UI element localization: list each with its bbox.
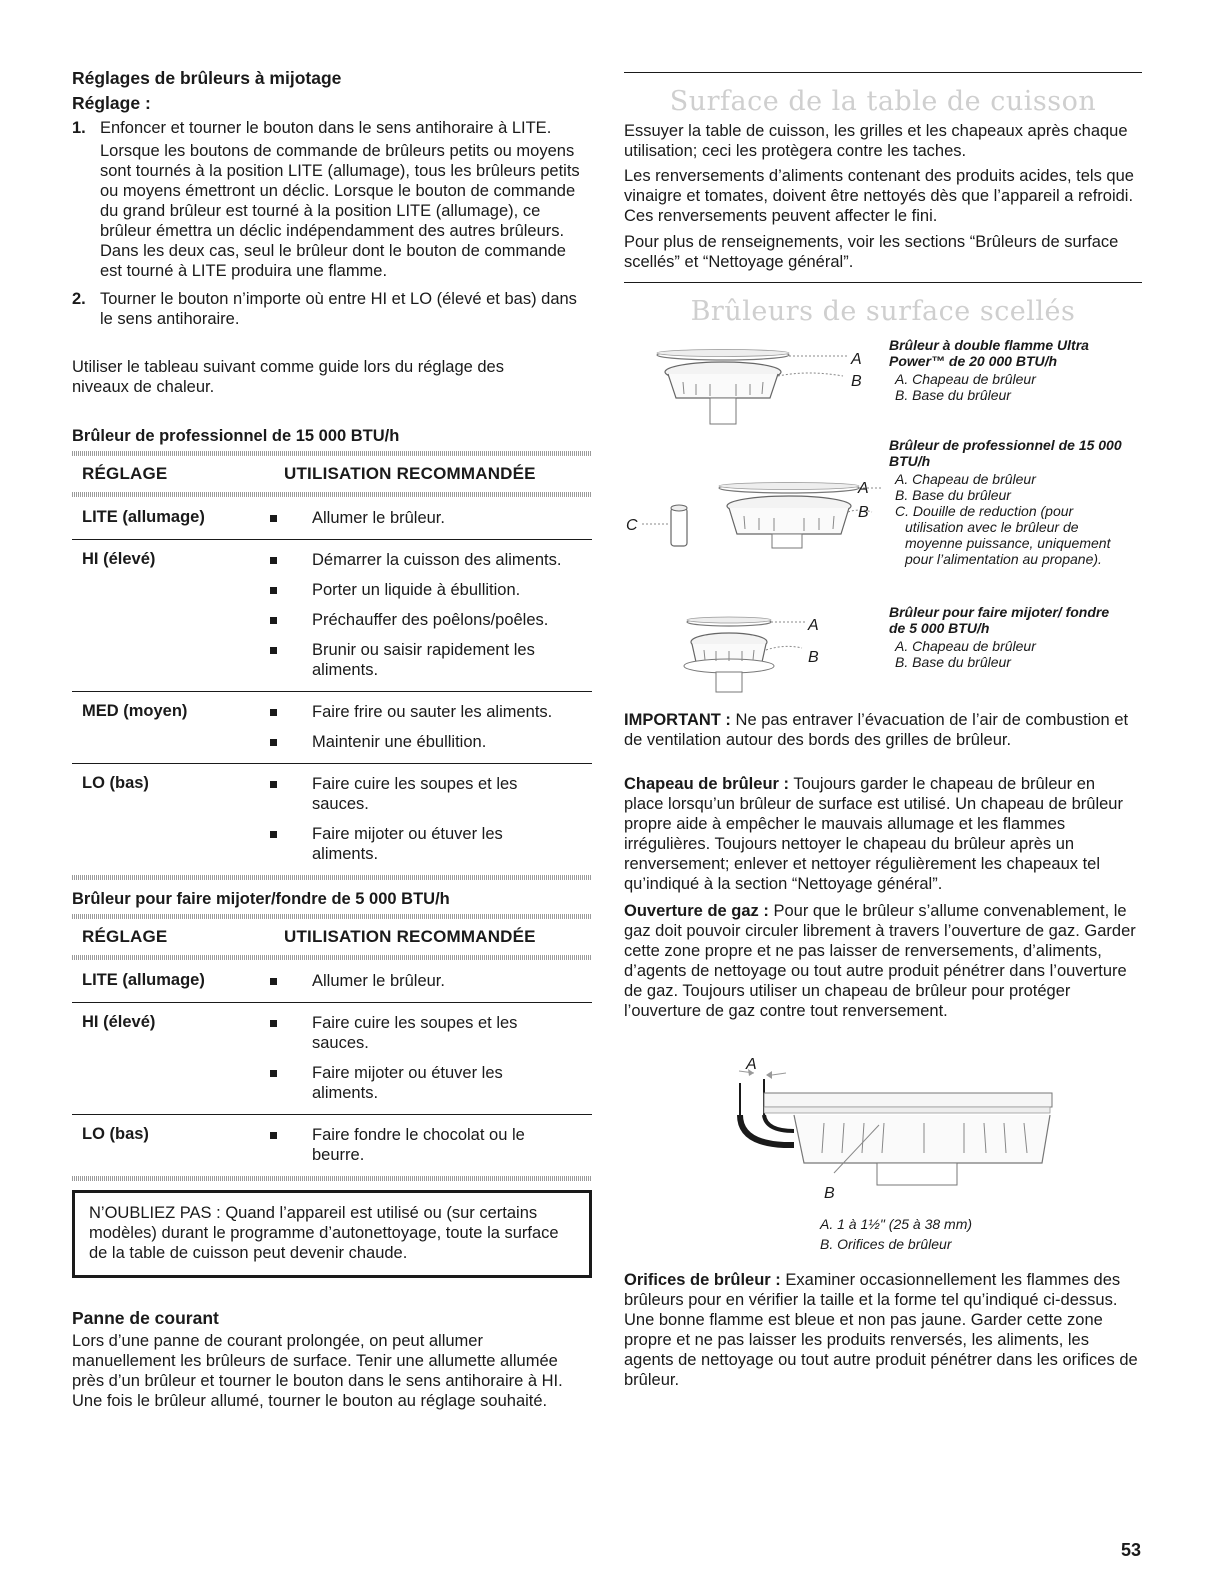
bullet-square-icon bbox=[270, 739, 277, 746]
table-intro: Utiliser le tableau suivant comme guide lors du réglage des niveaux de chaleur. bbox=[72, 358, 504, 396]
use-item: Allumer le brûleur. bbox=[270, 971, 592, 991]
section-rule bbox=[624, 72, 1142, 73]
use-item: Brunir ou saisir rapidement les aliments. bbox=[270, 640, 552, 680]
use-item: Maintenir une ébullition. bbox=[270, 732, 592, 752]
use-item: Préchauffer des poêlons/poêles. bbox=[270, 610, 592, 630]
step-text: Tourner le bouton n’importe où entre HI et LO (élevé et bas) dans le sens antihoraire. bbox=[100, 290, 577, 328]
important-paragraph: IMPORTANT : Ne pas entraver l’évacuation de l’air de combustion et de ventilation autour des bords des grilles de brûleur. bbox=[624, 711, 1129, 749]
pro-burner-figure bbox=[624, 476, 884, 566]
label-a: A bbox=[746, 1056, 757, 1073]
gas-opening-figure bbox=[724, 1053, 1064, 1213]
bullet-square-icon bbox=[270, 515, 277, 522]
important-label: IMPORTANT : bbox=[624, 711, 731, 729]
bullet-square-icon bbox=[270, 709, 277, 716]
table-title: Brûleur pour faire mijoter/fondre de 5 000 BTU/h bbox=[72, 890, 450, 908]
level-name: HI (élevé) bbox=[82, 550, 156, 568]
bullet-square-icon bbox=[270, 587, 277, 594]
col-header-setting: RÉGLAGE bbox=[82, 464, 168, 483]
burner-cap-label: Chapeau de brûleur : bbox=[624, 775, 790, 793]
caption-title: Brûleur de professionnel de 15 000 BTU/h bbox=[889, 437, 1122, 469]
label-b: B bbox=[808, 649, 819, 666]
surface-paragraph-2: Les renversements d’aliments contenant des produits acides, tels que vinaigre et tomates, doivent être nettoyés dès que l’appareil a refroidi. Ces renversements peuvent affecter le fini. bbox=[624, 167, 1134, 225]
gas-opening-label: Ouverture de gaz : bbox=[624, 902, 769, 920]
step-2 bbox=[72, 289, 592, 329]
caption-item: C. Douille de reduction (pour utilisation avec le brûleur de moyenne puissance, uniquement pour l’alimentation au propane). bbox=[895, 503, 1111, 567]
bullet-square-icon bbox=[270, 831, 277, 838]
table-row bbox=[72, 764, 592, 875]
caption-title: Brûleur pour faire mijoter/ fondre de 5 000 BTU/h bbox=[889, 604, 1110, 636]
figure-caption-a: A. 1 à 1½" (25 à 38 mm) bbox=[820, 1216, 973, 1232]
use-item: Porter un liquide à ébullition. bbox=[270, 580, 592, 600]
table-pro-burner bbox=[72, 426, 592, 880]
hatch-rule bbox=[72, 1176, 592, 1181]
col-header-setting: RÉGLAGE bbox=[82, 927, 168, 946]
use-item: Faire cuire les soupes et les sauces. bbox=[270, 1013, 552, 1053]
use-item: Faire mijoter ou étuver les aliments. bbox=[270, 1063, 552, 1103]
step-number: 1. bbox=[72, 119, 86, 137]
section-title-sealed-burners: Brûleurs de surface scellés bbox=[690, 296, 1076, 327]
caption-item: B. Base du brûleur bbox=[895, 654, 1011, 670]
bullet-square-icon bbox=[270, 557, 277, 564]
bullet-square-icon bbox=[270, 1132, 277, 1139]
label-b: B bbox=[824, 1185, 835, 1202]
use-item: Allumer le brûleur. bbox=[270, 508, 592, 528]
bullet-square-icon bbox=[270, 781, 277, 788]
gas-opening-paragraph: Ouverture de gaz : Pour que le brûleur s’allume convenablement, le gaz doit pouvoir circuler librement à travers l’ouverture de gaz. Garder cette zone propre et ne pas laisser de renversements, d’aliments, d’agents de nettoyage ou tout autre produit pénétrer dans l’ouverture de gaz. Toujours utiliser un chapeau de brûleur pour protéger l’ouverture de gaz contre tout renversement. bbox=[624, 902, 1136, 1020]
setting-steps bbox=[72, 118, 592, 329]
power-failure-text: Lors d’une panne de courant prolongée, on peut allumer manuellement les brûleurs de surface. Tenir une allumette allumée près d’un brûleur et tourner le bouton dans le sens antihoraire à HI. Une fois le brûleur allumé, tourner le bouton au réglage souhaité. bbox=[72, 1332, 563, 1410]
label-b: B bbox=[858, 504, 869, 521]
step-number: 2. bbox=[72, 290, 86, 308]
table-header-row bbox=[72, 919, 592, 955]
table-row bbox=[72, 1003, 592, 1114]
table-row bbox=[72, 960, 592, 1002]
simmer-burner-figure bbox=[674, 610, 844, 695]
reminder-text: Quand l’appareil est utilisé ou (sur certains modèles) durant le programme d’autonettoyage, toute la surface de la table de cuisson peut devenir chaude. bbox=[89, 1204, 559, 1262]
levels-table bbox=[72, 919, 592, 955]
caption-item: A. Chapeau de brûleur bbox=[895, 638, 1036, 654]
caption-item: B. Base du brûleur bbox=[895, 487, 1011, 503]
bullet-square-icon bbox=[270, 617, 277, 624]
hatch-rule bbox=[72, 875, 592, 880]
section-title-power-failure: Panne de courant bbox=[72, 1308, 219, 1328]
label-a: A bbox=[808, 617, 819, 634]
section-title-simmer-settings: Réglages de brûleurs à mijotage bbox=[72, 68, 342, 88]
reminder-label: N’OUBLIEZ PAS : bbox=[89, 1204, 221, 1222]
level-name: LITE (allumage) bbox=[82, 508, 205, 526]
levels-table bbox=[72, 456, 592, 492]
dual-flame-burner-figure bbox=[648, 340, 878, 430]
burner-orifices-label: Orifices de brûleur : bbox=[624, 1271, 781, 1289]
label-b: B bbox=[851, 373, 862, 390]
caption-dual-flame bbox=[889, 337, 1139, 403]
use-item: Faire fondre le chocolat ou le beurre. bbox=[270, 1125, 562, 1165]
table-simmer-burner bbox=[72, 889, 592, 1181]
caption-pro-burner bbox=[889, 437, 1125, 567]
level-name: LITE (allumage) bbox=[82, 971, 205, 989]
bullet-square-icon bbox=[270, 978, 277, 985]
col-header-use: UTILISATION RECOMMANDÉE bbox=[284, 927, 536, 946]
label-a: A bbox=[858, 480, 869, 497]
section-rule bbox=[624, 282, 1142, 283]
table-header-row bbox=[72, 456, 592, 492]
table-row bbox=[72, 497, 592, 539]
levels-table-body bbox=[72, 960, 592, 1176]
caption-item: A. Chapeau de brûleur bbox=[895, 371, 1036, 387]
bullet-square-icon bbox=[270, 1020, 277, 1027]
table-row bbox=[72, 1115, 592, 1176]
table-title: Brûleur de professionnel de 15 000 BTU/h bbox=[72, 427, 400, 445]
level-name: HI (élevé) bbox=[82, 1013, 156, 1031]
level-name: LO (bas) bbox=[82, 774, 149, 792]
table-row bbox=[72, 540, 592, 691]
level-name: MED (moyen) bbox=[82, 702, 188, 720]
caption-simmer-burner bbox=[889, 604, 1125, 670]
label-c: C bbox=[626, 517, 638, 534]
levels-table-body bbox=[72, 497, 592, 875]
step-text: Enfoncer et tourner le bouton dans le sens antihoraire à LITE. bbox=[100, 119, 552, 137]
surface-paragraph-3: Pour plus de renseignements, voir les sections “Brûleurs de surface scellés” et “Nettoyage général”. bbox=[624, 233, 1119, 271]
label-a: A bbox=[851, 351, 862, 368]
burner-orifices-paragraph: Orifices de brûleur : Examiner occasionnellement les flammes des brûleurs pour en vérifier la taille et la forme tel qu’indiqué ci-dessus. Une bonne flamme est bleue et non pas jaune. Garder cette zone propre et ne pas laisser les produits renversés, les aliments, les agents de nettoyage ou tout autre produit pénétrer dans les orifices de brûleur. bbox=[624, 1271, 1138, 1389]
step-detail: Lorsque les boutons de commande de brûleurs petits ou moyens sont tournés à la position LITE (allumage), tous les brûleurs petits ou moyens émettront un déclic. Lorsque le bouton de commande du grand brûleur est tourné à la position LITE (allumage), ce brûleur émettra un déclic indépendamment des autres brûleurs. Dans les deux cas, seul le brûleur dont le bouton de commande est tourné à LITE produira une flamme. bbox=[100, 142, 580, 280]
caption-item: B. Base du brûleur bbox=[895, 387, 1011, 403]
section-title-cooktop-surface: Surface de la table de cuisson bbox=[669, 86, 1097, 117]
use-item: Faire cuire les soupes et les sauces. bbox=[270, 774, 552, 814]
reminder-box bbox=[72, 1190, 592, 1278]
col-header-use: UTILISATION RECOMMANDÉE bbox=[284, 464, 536, 483]
step-1 bbox=[72, 118, 592, 281]
use-item: Faire frire ou sauter les aliments. bbox=[270, 702, 592, 722]
table-row bbox=[72, 692, 592, 763]
level-name: LO (bas) bbox=[82, 1125, 149, 1143]
figure-caption-b: B. Orifices de brûleur bbox=[820, 1236, 952, 1252]
bullet-square-icon bbox=[270, 647, 277, 654]
burner-cap-paragraph: Chapeau de brûleur : Toujours garder le chapeau de brûleur en place lorsqu’un brûleur de surface est utilisé. Un chapeau de brûleur propre aide à empêcher le mauvais allumage et les flammes irrégulières. Toujours nettoyer le chapeau du brûleur après un renversement; enlever et nettoyer régulièrement les chapeaux tel qu’indiqué à la section “Nettoyage général”. bbox=[624, 775, 1123, 893]
caption-item: A. Chapeau de brûleur bbox=[895, 471, 1036, 487]
page-number: 53 bbox=[1120, 1540, 1141, 1560]
section-subtitle-setting: Réglage : bbox=[72, 93, 151, 113]
use-item: Faire mijoter ou étuver les aliments. bbox=[270, 824, 552, 864]
use-item: Démarrer la cuisson des aliments. bbox=[270, 550, 592, 570]
caption-title: Brûleur à double flamme Ultra Power™ de 20 000 BTU/h bbox=[889, 337, 1089, 369]
bullet-square-icon bbox=[270, 1070, 277, 1077]
surface-paragraph-1: Essuyer la table de cuisson, les grilles et les chapeaux après chaque utilisation; ceci les protègera contre les taches. bbox=[624, 122, 1128, 160]
